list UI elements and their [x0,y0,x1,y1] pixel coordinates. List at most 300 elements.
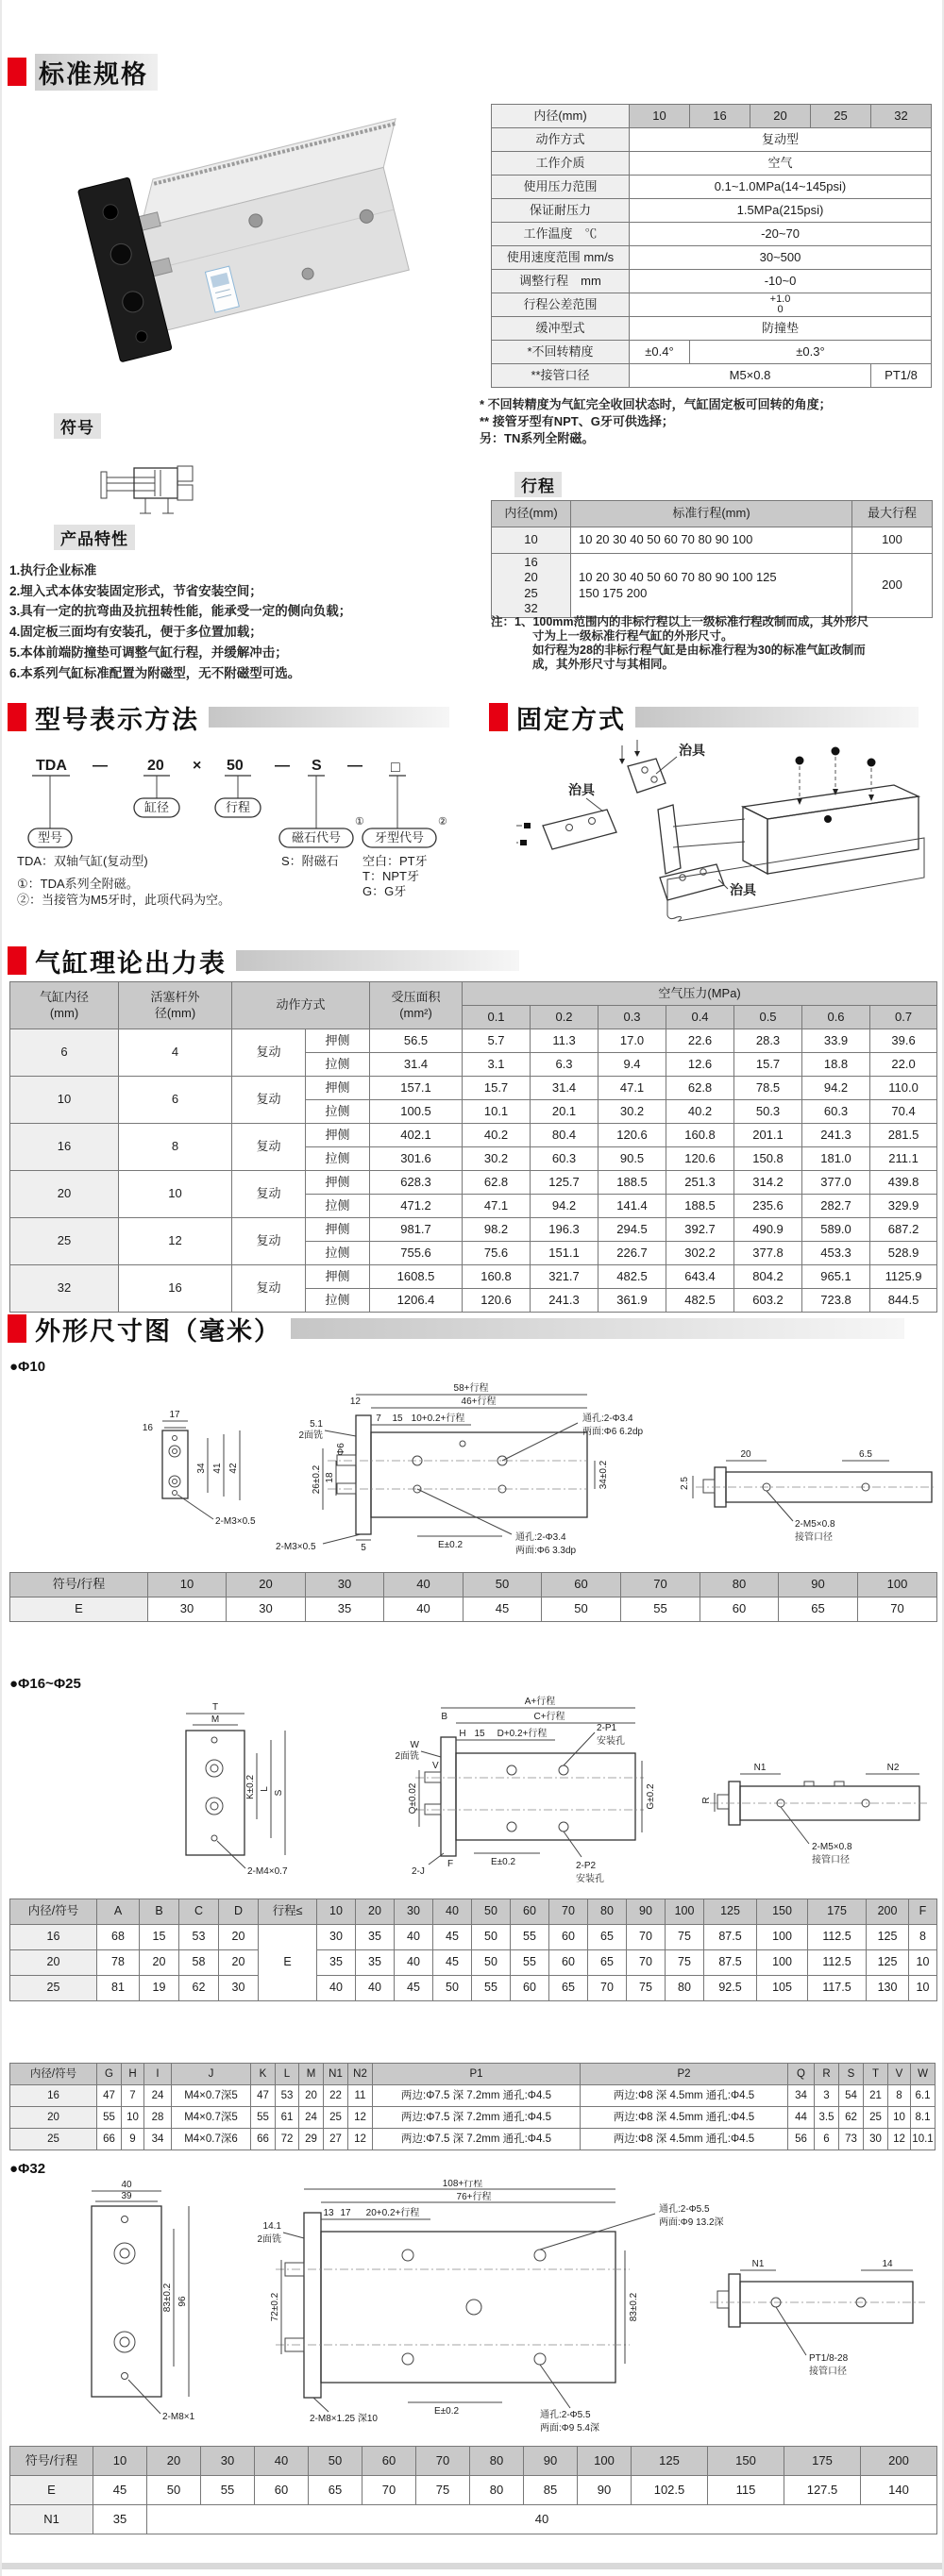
model-token: 20 [147,758,164,774]
spec-cell: 动作方式 [492,128,630,152]
output-cell: 0.7 [870,1006,937,1029]
output-cell: 100.5 [370,1100,463,1124]
phi16-b-cell: 61 [276,2107,299,2129]
phi16-a-cell: 20 [219,1925,259,1950]
phi16-b-cell: S [839,2064,864,2085]
model-token: S [312,758,322,774]
dim-label: 20 [740,1449,751,1460]
red-marker [8,1314,26,1343]
spec-cell: 复动型 [630,128,932,152]
table-row [10,1171,937,1195]
table-row [10,2505,937,2534]
dim-label: 2面铣 [298,1430,323,1441]
output-cell: 110.0 [870,1077,937,1100]
output-cell: 188.5 [666,1195,734,1218]
output-cell: 294.5 [598,1218,666,1242]
output-cell: 282.7 [802,1195,870,1218]
output-cell: 94.2 [802,1077,870,1100]
output-cell: 22.6 [666,1029,734,1053]
output-cell: 押侧 [306,1218,370,1242]
dim-label: 5.1 [310,1419,323,1430]
phi16-b-cell: M4×0.7深5 [172,2107,251,2129]
dim-label: 41 [212,1463,223,1474]
table-row [492,527,933,554]
dim-label: E±0.2 [434,2406,460,2417]
phi16-a-cell: 125 [867,1925,909,1950]
list-item: 6.本系列气缸标准配置为附磁型，无不附磁型可选。 [9,665,301,680]
output-cell: 20 [10,1171,119,1218]
phi16-a-cell: 150 [757,1899,808,1925]
phi16-a-cell: 内径/符号 [10,1899,97,1925]
phi16-b-cell: 两边:Φ7.5 深 7.2mm 通孔:Φ4.5 [373,2107,581,2129]
phi32-table-wrap [9,2446,937,2534]
dim-label: 接管口径 [809,2367,847,2377]
phi16-b-cell: 12 [348,2129,373,2150]
phi16-b-cell: 47 [251,2085,276,2107]
phi16-b-cell: K [251,2064,276,2085]
phi16-a-cell: 130 [867,1976,909,2001]
phi16-a-cell: 92.5 [704,1976,757,2001]
phi10-cell: 55 [621,1597,700,1622]
phi16-b-cell: T [864,2064,888,2085]
phi16-b-cell: 44 [788,2107,815,2129]
subheader-stroke: 行程 [514,472,562,497]
phi32-cell: 200 [861,2447,937,2476]
output-cell: 392.7 [666,1218,734,1242]
output-cell: 6 [10,1029,119,1077]
model-note-2: ②：当接管为M5牙时，此项代码为空。 [17,893,231,907]
spec-cell: 1.5MPa(215psi) [630,199,932,223]
output-cell: 11.3 [531,1029,598,1053]
phi16-tableB-wrap [9,2063,936,2150]
table-row [10,1899,937,1925]
dim-label: 34±0.2 [598,1460,609,1490]
output-cell: 453.3 [802,1242,870,1265]
section-header-mounting [489,700,919,734]
phi16-b-cell: 两边:Φ7.5 深 7.2mm 通孔:Φ4.5 [373,2129,581,2150]
output-cell: 31.4 [370,1053,463,1077]
model-number-diagram [9,742,481,926]
phi16-a-cell: 45 [395,1976,433,2001]
phi16-b-cell: 72 [276,2129,299,2150]
phi16-a-cell: 100 [666,1899,704,1925]
output-cell: 235.6 [734,1195,802,1218]
dim-label: 两面:Φ9 13.2深 [659,2217,724,2228]
output-cell: 241.3 [531,1289,598,1313]
phi16-b-cell: 66 [251,2129,276,2150]
phi32-cell: 55 [201,2476,255,2505]
dim-label: 2-M5×0.8 [812,1842,852,1852]
phi16-a-cell: 70 [627,1925,666,1950]
phi16-a-cell: 40 [395,1925,433,1950]
phi16-a-cell: 20 [219,1950,259,1976]
dim-label: 通孔:2-Φ5.5 [659,2204,710,2215]
output-cell: 120.6 [463,1289,531,1313]
phi16-a-cell: 15 [140,1925,179,1950]
table-row [10,1925,937,1950]
spec-cell: 0.1~1.0MPa(14~145psi) [630,176,932,199]
phi32-cell: 35 [93,2505,147,2534]
phi16-a-cell: 75 [666,1925,704,1950]
output-cell: 589.0 [802,1218,870,1242]
output-cell: 181.0 [802,1147,870,1171]
output-cell: 33.9 [802,1029,870,1053]
phi16-a-cell: 75 [627,1976,666,2001]
table-row [492,501,933,527]
spec-cell: 16 [690,105,750,128]
phi16-b-cell: 10 [122,2107,144,2129]
phi10-table-wrap [9,1572,937,1622]
phi32-cell: 140 [861,2476,937,2505]
output-cell: 47.1 [598,1077,666,1100]
phi16-a-cell: D [219,1899,259,1925]
phi10-cell: 30 [306,1573,384,1597]
dim-label: 通孔:2-Φ3.4 [582,1413,633,1424]
output-cell: 拉侧 [306,1195,370,1218]
phi16-a-cell: 40 [317,1976,356,2001]
phi16-tableB [9,2063,936,2150]
dim-label: 15 [392,1413,403,1424]
phi16-b-cell: 21 [864,2085,888,2107]
phi16-b-cell: 两边:Φ8 深 4.5mm 通孔:Φ4.5 [581,2085,788,2107]
dim-label: 13 [323,2208,334,2218]
phi16-tableA [9,1899,937,2001]
output-cell: 0.4 [666,1006,734,1029]
phi10-cell: 10 [148,1573,227,1597]
output-cell: 18.8 [802,1053,870,1077]
output-cell: 361.9 [598,1289,666,1313]
phi16-a-cell: 30 [395,1899,433,1925]
output-cell: 16 [119,1265,232,1313]
output-cell: 47.1 [463,1195,531,1218]
phi16-b-cell: 6.1 [911,2085,936,2107]
phi16-b-cell: 25 [324,2107,348,2129]
dim-label: 2-P1 [597,1723,617,1733]
sup-2: ② [438,816,447,828]
output-cell: 60.3 [802,1100,870,1124]
stroke-cell: 16 20 25 32 [492,554,571,618]
phi10-cell: 70 [858,1597,937,1622]
table-row [492,223,932,246]
output-cell: 90.5 [598,1147,666,1171]
phi32-cell: 175 [784,2447,861,2476]
spec-cell: 工作温度 ℃ [492,223,630,246]
spec-cell: 行程公差范围 [492,293,630,317]
spec-cell: *不回转精度 [492,341,630,364]
phi16-a-cell: 35 [356,1925,395,1950]
output-cell: 94.2 [531,1195,598,1218]
output-cell: 241.3 [802,1124,870,1147]
list-item: 注：1、100mm范围内的非标行程以上一级标准行程改制而成，其外形尺 [491,615,869,628]
output-cell: 0.5 [734,1006,802,1029]
phi32-cell: 127.5 [784,2476,861,2505]
output-cell: 75.6 [463,1242,531,1265]
phi16-b-cell: 10 [888,2107,911,2129]
output-cell: 30.2 [598,1100,666,1124]
output-cell: 40.2 [463,1124,531,1147]
output-cell: 62.8 [463,1171,531,1195]
jig-label: 治具 [679,743,705,758]
pneumatic-symbol [96,460,219,523]
phi16-b-cell: 28 [144,2107,172,2129]
phi16-a-cell: 行程≤ [259,1899,317,1925]
phi32-cell: E [10,2476,93,2505]
phi16-b-cell: L [276,2064,299,2085]
table-row [10,1950,937,1976]
phi16-b-cell: 12 [348,2107,373,2129]
section-title: 气缸理论出力表 [35,948,227,978]
table-row [492,364,932,388]
phi16-a-cell: 175 [808,1899,867,1925]
table-row [10,2064,936,2085]
dim-label: PT1/8-28 [809,2353,849,2364]
phi16-a-cell: 50 [472,1925,511,1950]
phi16-b-cell: 22 [324,2085,348,2107]
model-desc-s: S：附磁石 [281,854,339,868]
phi16-a-cell: 65 [588,1925,627,1950]
output-cell: 40.2 [666,1100,734,1124]
phi16-b-cell: 12 [888,2129,911,2150]
phi16-a-cell: 53 [179,1925,219,1950]
list-item: 寸为上一级标准行程气缸的外形尺寸。 [532,629,733,643]
output-cell: 10.1 [463,1100,531,1124]
phi10-cell: 35 [306,1597,384,1622]
dim-label: 14.1 [262,2221,281,2232]
phi16-a-cell: 75 [666,1950,704,1976]
bubble-stroke: 行程 [225,800,251,814]
phi16-a-cell: 55 [511,1950,549,1976]
phi16-a-cell: 8 [909,1925,937,1950]
phi16-a-cell: 78 [97,1950,140,1976]
spec-cell: 使用压力范围 [492,176,630,199]
phi10-cell: 20 [227,1573,306,1597]
phi10-front-view [276,1381,644,1556]
phi16-b-cell: M4×0.7深6 [172,2129,251,2150]
dim-label: 两面:Φ6 6.2dp [582,1427,644,1437]
output-cell: 804.2 [734,1265,802,1289]
phi10-cell: 100 [858,1573,937,1597]
table-row [492,176,932,199]
dim-label: 2-P2 [576,1861,597,1871]
phi32-plate-view [92,2180,195,2422]
phi10-cell: 30 [148,1597,227,1622]
dim-label: 7 [376,1413,381,1424]
phi10-cell: 40 [384,1573,464,1597]
dim-label: 16 [142,1423,153,1433]
table-row [492,341,932,364]
phi32-side-view [710,2259,925,2377]
output-cell: 628.3 [370,1171,463,1195]
phi16-b-cell: 27 [324,2129,348,2150]
phi16-b-cell: 66 [97,2129,122,2150]
phi16-b-cell: 62 [839,2107,864,2129]
output-cell: 377.0 [802,1171,870,1195]
dim-label: 接管口径 [812,1855,850,1865]
phi32-cell: 90 [524,2447,578,2476]
output-cell: 201.1 [734,1124,802,1147]
phi16-a-cell: 60 [511,1899,549,1925]
dim-label: E±0.2 [491,1857,516,1867]
dim-label: 5 [361,1543,366,1553]
list-item: 5.本体前端防撞垫可调整气缸行程，并缓解冲击； [9,644,288,660]
table-row [10,2447,937,2476]
phi16-a-cell: 30 [317,1925,356,1950]
gray-bar [291,1318,904,1339]
phi10-cell: 50 [464,1573,542,1597]
output-cell: 98.2 [463,1218,531,1242]
phi32-cell: 60 [255,2476,309,2505]
output-cell: 4 [119,1029,232,1077]
output-cell: 复动 [232,1124,306,1171]
output-cell: 25 [10,1218,119,1265]
product-photo [59,62,427,432]
bullet-phi10: ●Φ10 [9,1359,46,1375]
dim-label: 14 [882,2259,893,2269]
phi16-b-cell: 53 [276,2085,299,2107]
model-token: TDA [36,758,67,774]
phi16-b-cell: 16 [10,2085,97,2107]
output-cell: 押侧 [306,1171,370,1195]
dim-label: H [459,1729,466,1739]
stroke-cell: 10 20 30 40 50 60 70 80 90 100 125 150 175 200 [571,554,852,618]
dim-label: B [441,1712,447,1722]
phi16-a-cell: 200 [867,1899,909,1925]
spec-cell: 25 [811,105,871,128]
table-row [10,1124,937,1147]
phi16-a-cell: 68 [97,1925,140,1950]
section-title: 型号表示方法 [35,705,199,734]
phi16-a-cell: 112.5 [808,1950,867,1976]
phi16-a-cell: 30 [219,1976,259,2001]
output-cell: 活塞杆外 径(mm) [119,982,232,1029]
phi16-a-cell: 20 [356,1899,395,1925]
dim-label: 2-M3×0.5 [215,1516,256,1527]
phi32-cell: 60 [362,2447,416,2476]
red-marker [8,703,26,731]
dim-label: 两面:Φ6 3.3dp [515,1546,577,1556]
output-cell: 31.4 [531,1077,598,1100]
output-cell: 10 [119,1171,232,1218]
page-bottom-band [2,2563,944,2569]
table-row [10,982,937,1006]
phi16-b-cell: 30 [864,2129,888,2150]
phi32-cell: 80 [470,2476,524,2505]
phi16-b-cell: P2 [581,2064,788,2085]
output-cell: 12 [119,1218,232,1265]
output-cell: 120.6 [666,1147,734,1171]
dim-label: Φ6 [336,1443,346,1456]
output-cell: 62.8 [666,1077,734,1100]
phi16-b-cell: 20 [299,2085,324,2107]
phi16-a-cell: 50 [472,1899,511,1925]
phi16-b-cell: 56 [788,2129,815,2150]
phi16-b-cell: H [122,2064,144,2085]
output-cell: 气缸内径 (mm) [10,982,119,1029]
output-cell: 8 [119,1124,232,1171]
subheader-symbol: 符号 [54,413,101,439]
bullet-phi16-25: ●Φ16~Φ25 [9,1676,81,1692]
dim-label: C+行程 [533,1712,565,1722]
output-cell: 302.2 [666,1242,734,1265]
output-cell: 482.5 [666,1289,734,1313]
output-cell: 9.4 [598,1053,666,1077]
table-row [492,128,932,152]
output-cell: 120.6 [598,1124,666,1147]
list-item: 2.埋入式本体安装固定形式，节省安装空间； [9,583,262,598]
output-cell: 复动 [232,1029,306,1077]
phi16-b-cell: 34 [788,2085,815,2107]
spec-cell: -20~70 [630,223,932,246]
output-cell: 188.5 [598,1171,666,1195]
model-token: □ [391,760,400,776]
phi16-a-cell: 58 [179,1950,219,1976]
phi16-a-cell: 125 [867,1950,909,1976]
phi32-cell: 150 [708,2447,784,2476]
output-cell: 1125.9 [870,1265,937,1289]
phi16-a-cell: 25 [10,1976,97,2001]
output-cell: 56.5 [370,1029,463,1053]
phi16-b-cell: I [144,2064,172,2085]
output-cell: 拉侧 [306,1289,370,1313]
dim-label: F [447,1859,454,1869]
output-cell: 281.5 [870,1124,937,1147]
dim-label: 34 [196,1463,207,1474]
phi16-a-cell: 100 [757,1925,808,1950]
phi16-a-cell: 10 [909,1976,937,2001]
gray-bar [635,707,919,728]
phi16-b-cell: Q [788,2064,815,2085]
output-cell: 拉侧 [306,1053,370,1077]
list-item: ** 接管牙型有NPT、G牙可供选择； [480,414,674,428]
dim-label: 2-M4×0.7 [247,1866,288,1877]
dim-label: 2面铣 [257,2234,281,2245]
phi10-cell: 80 [700,1573,779,1597]
dim-label: N2 [886,1763,900,1773]
dim-label: 2-J [412,1866,425,1877]
output-cell: 80.4 [531,1124,598,1147]
output-cell: 受压面积 (mm²) [370,982,463,1029]
model-desc-blank: 空白：PT牙 [362,854,428,868]
dim-label: 20+0.2+行程 [365,2208,420,2218]
output-cell: 3.1 [463,1053,531,1077]
stroke-cell: 200 [852,554,933,618]
dim-label: A+行程 [524,1697,556,1707]
output-cell: 755.6 [370,1242,463,1265]
phi16-a-cell: 35 [317,1950,356,1976]
dim-label: 安装孔 [576,1874,604,1884]
gray-bar [209,707,449,728]
table-row [492,293,932,317]
phi16-b-cell: N2 [348,2064,373,2085]
output-cell: 226.7 [598,1242,666,1265]
output-cell: 39.6 [870,1029,937,1053]
output-cell: 981.7 [370,1218,463,1242]
phi16-b-cell: 55 [97,2107,122,2129]
output-cell: 78.5 [734,1077,802,1100]
phi16-a-cell: B [140,1899,179,1925]
output-cell: 151.1 [531,1242,598,1265]
phi10-cell: 50 [542,1597,621,1622]
phi16-front-view [395,1695,656,1884]
phi16-b-cell: 8 [888,2085,911,2107]
model-desc-t: T：NPT牙 [362,869,419,883]
phi16-b-cell: 47 [97,2085,122,2107]
output-cell: 押侧 [306,1265,370,1289]
stroke-cell: 最大行程 [852,501,933,527]
phi16-b-cell: 55 [251,2107,276,2129]
output-cell: 643.4 [666,1265,734,1289]
phi10-cell: 45 [464,1597,542,1622]
